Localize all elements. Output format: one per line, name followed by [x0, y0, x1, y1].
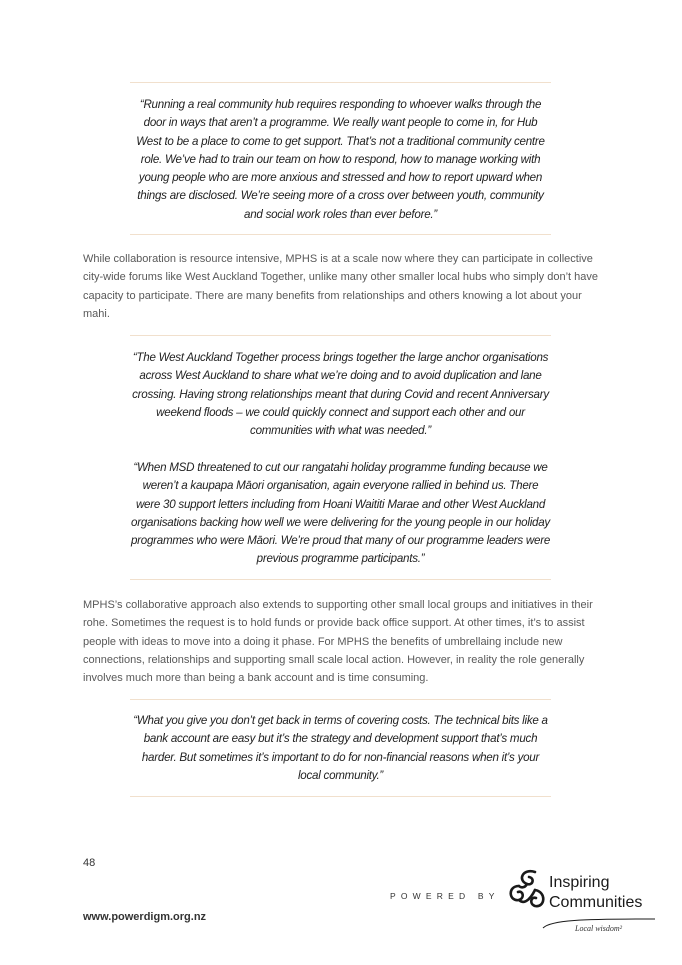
body-paragraph: MPHS’s collaborative approach also extends to supporting other small local groups and initiatives in their rohe. Sometimes the request is to hold funds or provide back office support. At other times, it’s to assist people with ideas to move into a doing it phase. For MPHS the benefits of umbrellaing include new connections, relationships and supporting small scale local action. However, in reality the role generally involves much more than being a bank account and is time consuming.: [83, 599, 593, 685]
divider: [130, 796, 551, 797]
inspiring-communities-logo: [507, 866, 657, 940]
page-number: 48: [83, 857, 96, 869]
divider: [130, 699, 551, 700]
pull-quote: “Running a real community hub requires responding to whoever walks through the door in ways that aren’t a programme. We really want people to come in, for Hub West to be a place to come to get support. That’s not a traditional community centre role. We’ve had to train our team on how to respond, how to manage working with young people who are more anxious and stressed and how to report upward when things are disclosed. We’re seeing more of a cross over between youth, community and social work roles than ever before.”: [136, 98, 545, 221]
logo-text-communities: Communities: [549, 894, 643, 911]
pull-quote: “When MSD threatened to cut our rangatahi holiday programme funding because we weren’t a kaupapa Māori organisation, again everyone rallied in behind us. There were 30 support letters including from Hoani Waititi Marae and other West Auckland organisations backing how well we were delivering for the young people in our holiday programmes who were Māori. We’re proud that many of our programme leaders were previous programme participants.”: [130, 461, 551, 566]
divider: [130, 234, 551, 235]
body-paragraph: While collaboration is resource intensive, MPHS is at a scale now where they can participate in collective city-wide forums like West Auckland Together, unlike many other smaller local hubs who simply don’t have capacity to participate. There are many benefits from relationships and others knowing a lot about your mahi.: [83, 253, 599, 320]
logo-text-inspiring: Inspiring: [549, 874, 610, 891]
koru-spiral-icon: [507, 866, 549, 916]
divider: [130, 335, 551, 336]
pull-quote: “The West Auckland Together process brings together the large anchor organisations across West Auckland to share what we’re doing and to avoid duplication and lane crossing. Having strong relationships meant that during Covid and recent Anniversary weekend floods – we could quickly connect and support each other and our communities with what was needed.”: [132, 351, 549, 438]
website-link[interactable]: www.powerdigm.org.nz: [83, 911, 207, 923]
powered-by-label: POWERED BY: [390, 891, 500, 901]
divider: [130, 82, 551, 83]
divider: [130, 579, 551, 580]
pull-quote: “What you give you don’t get back in terms of covering costs. The technical bits like a bank account are easy but it’s the strategy and development support that’s much harder. But sometimes it’s important to do for non-financial reasons when it’s your local community.”: [133, 714, 548, 782]
logo-tagline: Local wisdom²: [575, 924, 623, 933]
